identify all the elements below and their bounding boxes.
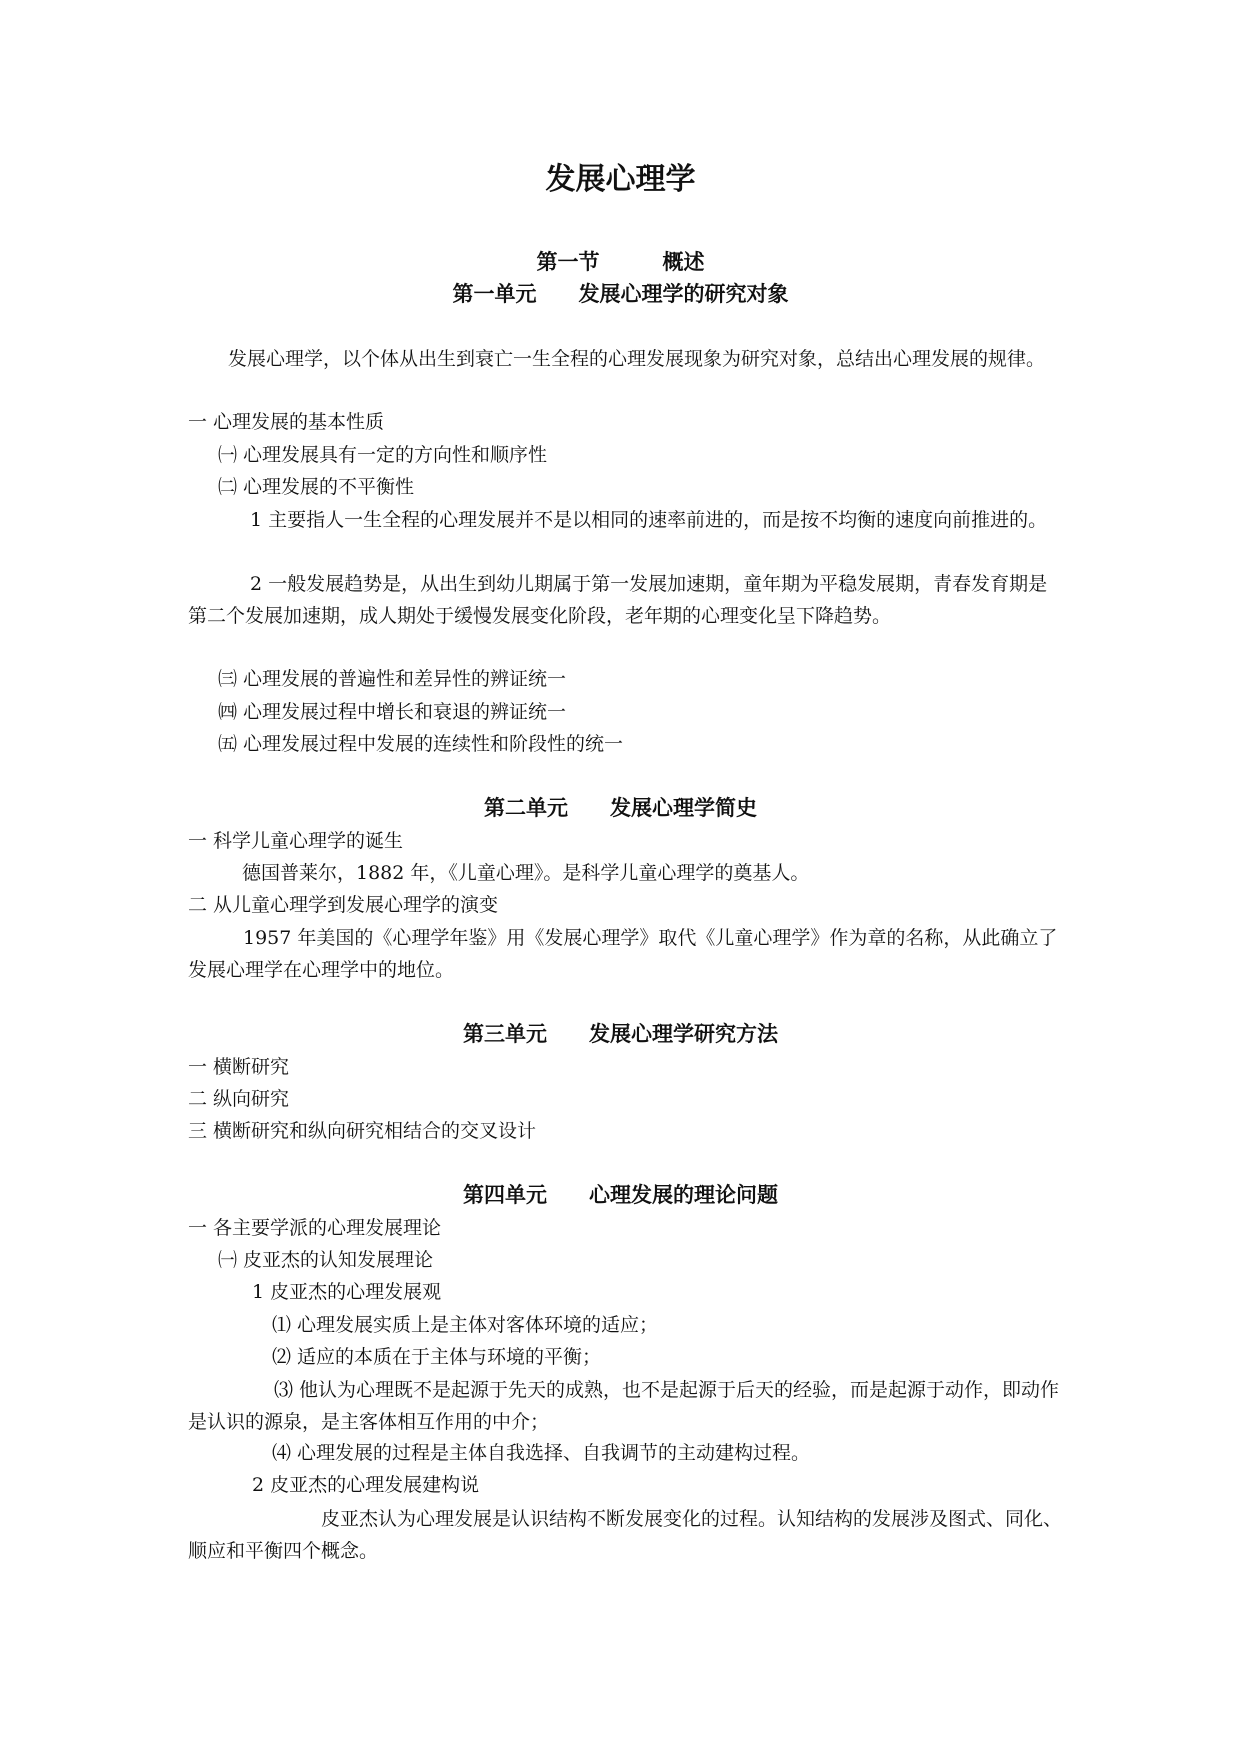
unit1-sub5: ㈤ 心理发展过程中发展的连续性和阶段性的统一 <box>218 733 624 755</box>
unit4-p1: ⑴ 心理发展实质上是主体对客体环境的适应； <box>272 1314 659 1336</box>
unit1-sub4: ㈣ 心理发展过程中增长和衰退的辨证统一 <box>218 701 567 723</box>
unit4-p3: ⑶ 他认为心理既不是起源于先天的成熟，也不是起源于后天的经验，而是起源于动作，即动作是认识的源泉，是主客体相互作用的中介； <box>188 1379 1060 1433</box>
unit1-sub3: ㈢ 心理发展的普遍性和差异性的辨证统一 <box>218 668 567 690</box>
unit4-heading: 第四单元 心理发展的理论问题 <box>463 1182 778 1207</box>
unit4-text: 皮亚杰认为心理发展是认识结构不断发展变化的过程。认知结构的发展涉及图式、同化、顺应和平衡四个概念。 <box>188 1508 1063 1562</box>
unit2-item2: 二 从儿童心理学到发展心理学的演变 <box>188 894 499 916</box>
unit4-p4: ⑷ 心理发展的过程是主体自我选择、自我调节的主动建构过程。 <box>272 1442 811 1464</box>
section-heading: 第一节 概述 <box>536 249 705 274</box>
unit1-sub2: ㈡ 心理发展的不平衡性 <box>218 476 415 498</box>
unit4-point2: 2 皮亚杰的心理发展建构说 <box>252 1474 480 1496</box>
unit3-item1: 一 横断研究 <box>188 1056 290 1078</box>
unit3-heading: 第三单元 发展心理学研究方法 <box>463 1021 778 1046</box>
unit3-item3: 三 横断研究和纵向研究相结合的交叉设计 <box>188 1120 537 1142</box>
unit1-item1: 一 心理发展的基本性质 <box>188 411 385 433</box>
unit2-item1: 一 科学儿童心理学的诞生 <box>188 830 404 852</box>
unit1-point2: 2 一般发展趋势是，从出生到幼儿期属于第一发展加速期，童年期为平稳发展期，青春发育期是第二个发展加速期，成人期处于缓慢发展变化阶段，老年期的心理变化呈下降趋势。 <box>188 573 1048 627</box>
unit2-heading: 第二单元 发展心理学简史 <box>484 795 757 820</box>
unit2-text2: 1957 年美国的《心理学年鉴》用《发展心理学》取代《儿童心理学》作为章的名称，从此确立了发展心理学在心理学中的地位。 <box>188 927 1058 981</box>
unit4-point1: 1 皮亚杰的心理发展观 <box>252 1281 442 1303</box>
unit4-p2: ⑵ 适应的本质在于主体与环境的平衡； <box>272 1346 602 1368</box>
unit1-intro: 发展心理学，以个体从出生到衰亡一生全程的心理发展现象为研究对象，总结出心理发展的规律。 <box>228 348 1046 370</box>
unit4-item1: 一 各主要学派的心理发展理论 <box>188 1217 442 1239</box>
unit2-text1: 德国普莱尔，1882 年，《儿童心理》。是科学儿童心理学的奠基人。 <box>242 862 810 884</box>
unit1-point1: 1 主要指人一生全程的心理发展并不是以相同的速率前进的，而是按不均衡的速度向前推进的。 <box>250 509 1048 531</box>
unit4-sub1: ㈠ 皮亚杰的认知发展理论 <box>218 1249 434 1271</box>
unit1-heading: 第一单元 发展心理学的研究对象 <box>452 281 789 306</box>
unit1-sub1: ㈠ 心理发展具有一定的方向性和顺序性 <box>218 444 548 466</box>
document-title: 发展心理学 <box>545 162 696 197</box>
unit3-item2: 二 纵向研究 <box>188 1088 290 1110</box>
